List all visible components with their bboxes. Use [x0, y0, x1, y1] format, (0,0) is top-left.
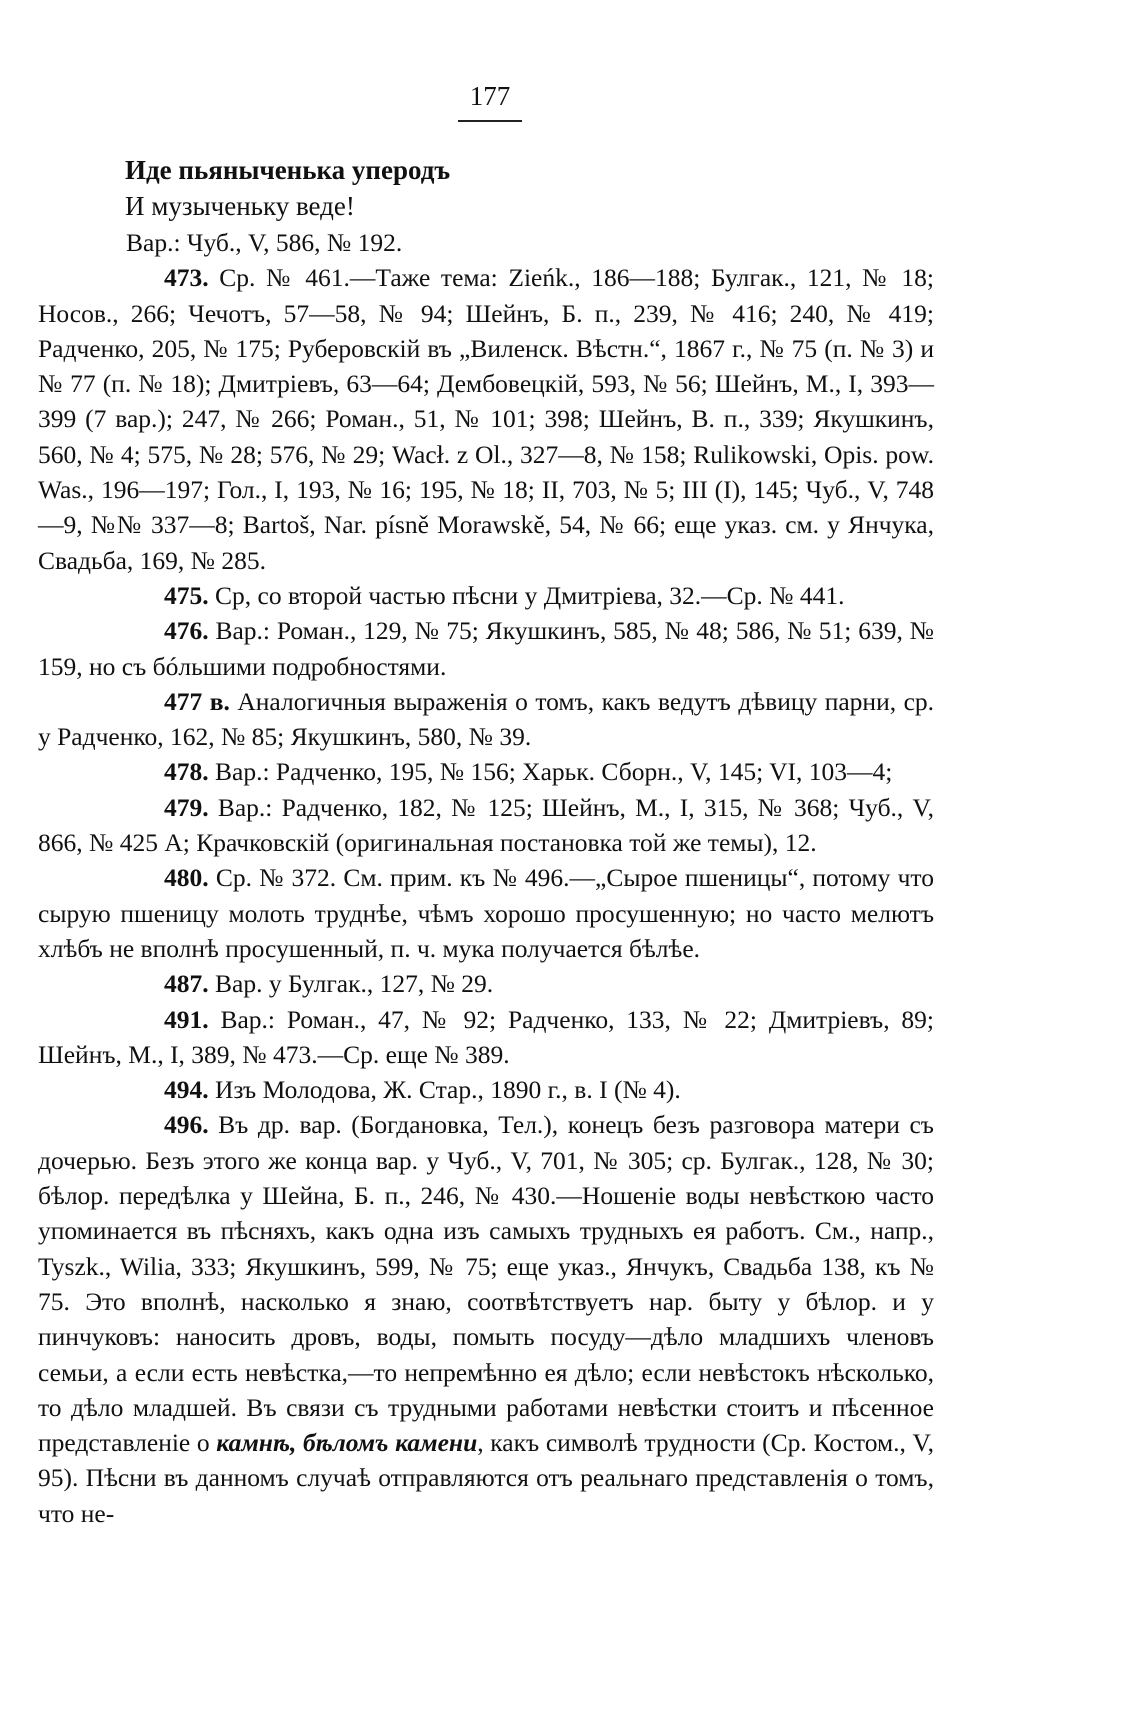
note-476	[38, 613, 934, 684]
note-body: Вар.: Роман., 47, № 92; Радченко, 133, № 22; Дмитріевъ, 89; Шейнъ, М., I, 389, № 473.—Ср. еще № 389.	[38, 1004, 935, 1069]
note-number: 491.	[164, 1004, 209, 1034]
note-body: Вар.: Радченко, 195, № 156; Харьк. Сборн., V, 145; VI, 103—4;	[215, 757, 893, 787]
note-496	[38, 1107, 934, 1531]
note-body: Ср. № 372. См. прим. къ № 496.—„Сырое пшеницы“, потому что сырую пшеницу молоть труднѣе, чѣмъ хорошо просушенную; но часто мелютъ хлѣбъ не вполнѣ просушенный, п. ч. мука получается бѣлѣе.	[38, 863, 934, 963]
note-body-cont: , какъ символѣ трудности (Ср. Костом., V, 95). Пѣсни въ данномъ случаѣ отправляются отъ реальнаго представленія о томъ, что не-	[38, 1428, 934, 1528]
note-body: Вар.: Роман., 129, № 75; Якушкинъ, 585, № 48; 586, № 51; 639, № 159, но съ бóльшими подробностями.	[38, 616, 935, 681]
notes-text	[38, 225, 934, 1531]
note-477	[38, 684, 934, 755]
note-body: Изъ Молодова, Ж. Стар., 1890 г., в. I (№ 4).	[215, 1075, 681, 1105]
verse-block	[125, 152, 450, 224]
note-body: Ср, со второй частью пѣсни у Дмитріева, 32.—Ср. № 441.	[215, 580, 845, 610]
note-number: 487.	[164, 969, 209, 999]
note-number: 476.	[164, 616, 209, 646]
note-body: Вар.: Радченко, 182, № 125; Шейнъ, М., I, 315, № 368; Чуб., V, 866, № 425 А; Крачковскій (оригинальная постановка той же темы), 12.	[38, 792, 935, 858]
note-number: 496.	[164, 1110, 209, 1140]
note-number: 473.	[164, 263, 209, 293]
note-487	[38, 966, 934, 1001]
note-478	[38, 754, 934, 789]
page-number-rule	[458, 120, 522, 122]
note-number: 480.	[164, 863, 209, 893]
note-body: Вар. у Булгак., 127, № 29.	[215, 969, 494, 999]
note-number: 478.	[164, 757, 209, 787]
page-number: 177	[469, 81, 511, 111]
note-475	[38, 578, 934, 613]
note-body: Аналогичныя выраженія о томъ, какъ ведутъ дѣвицу парни, ср. у Радченко, 162, № 85; Якушкинъ, 580, № 39.	[38, 686, 935, 752]
note-number: 479.	[164, 792, 209, 822]
note-number: 475.	[164, 580, 209, 610]
verse-line-1: Иде пьяныченька уперодъ	[125, 155, 451, 185]
note-body: Ср. № 461.—Таже тема: Zieńk., 186—188; Булгак., 121, № 18; Носов., 266; Чечотъ, 57—58, № 94; Шейнъ, Б. п., 239, № 416; 240, № 419; Радченко, 205, № 175; Руберовскій въ „Виленск. Вѣстн.“, 1867 г., № 75 (п. № 3) и № 77 (п. № 18); Дмитріевъ, 63—64; Дембовецкій, 593, № 56; Шейнъ, М., I, 393—399 (7 вар.); 247, № 266; Роман., 51, № 101; 398; Шейнъ, В. п., 339; Якушкинъ, 560, № 4; 575, № 28; 576, № 29; Wacł. z Ol., 327—8, № 158; Rulikowski, Opis. pow. Was., 196—197; Гол., I, 193, № 16; 195, № 18; II, 703, № 5; III (I), 145; Чуб., V, 748—9, №№ 337—8; Bartoš, Nar. písně Morawskě, 54, № 66; еще указ. см. у Янчука, Свадьба, 169, № 285.	[38, 263, 935, 575]
note-number: 494.	[164, 1075, 209, 1105]
note-494	[38, 1072, 934, 1107]
note-491	[38, 1002, 934, 1073]
note-emphasis: камнѣ, бѣломъ камени	[216, 1428, 478, 1458]
note-479	[38, 790, 934, 861]
variant-line: Вар.: Чуб., V, 586, № 192.	[126, 228, 403, 257]
note-body: Въ др. вар. (Богдановка, Тел.), конецъ безъ разговора матери съ дочерью. Безъ этого же конца вар. у Чуб., V, 701, № 305; ср. Булгак., 128, № 30; бѣлор. передѣлка у Шейна, Б. п., 246, № 430.—Ношеніе воды невѣсткою часто упоминается въ пѣсняхъ, какъ одна изъ самыхъ трудныхъ ея работъ. См., напр., Tyszk., Wilia, 333; Якушкинъ, 599, № 75; еще указ., Янчукъ, Свадьба 138, къ № 75. Это вполнѣ, насколько я знаю, соотвѣтствуетъ нар. быту у бѣлор. и у пинчуковъ: наносить дровъ, воды, помыть посуду—дѣло младшихъ членовъ семьи, а если есть невѣстка,—то непремѣнно ея дѣло; если невѣстокъ нѣсколько, то дѣло младшей. Въ связи съ трудными работами невѣстки стоитъ и пѣсенное представленіе о	[38, 1110, 934, 1458]
verse-line-2: И музыченьку веде!	[125, 191, 355, 221]
note-480	[38, 860, 934, 966]
note-473	[38, 260, 934, 578]
note-number: 477 в.	[164, 686, 230, 716]
